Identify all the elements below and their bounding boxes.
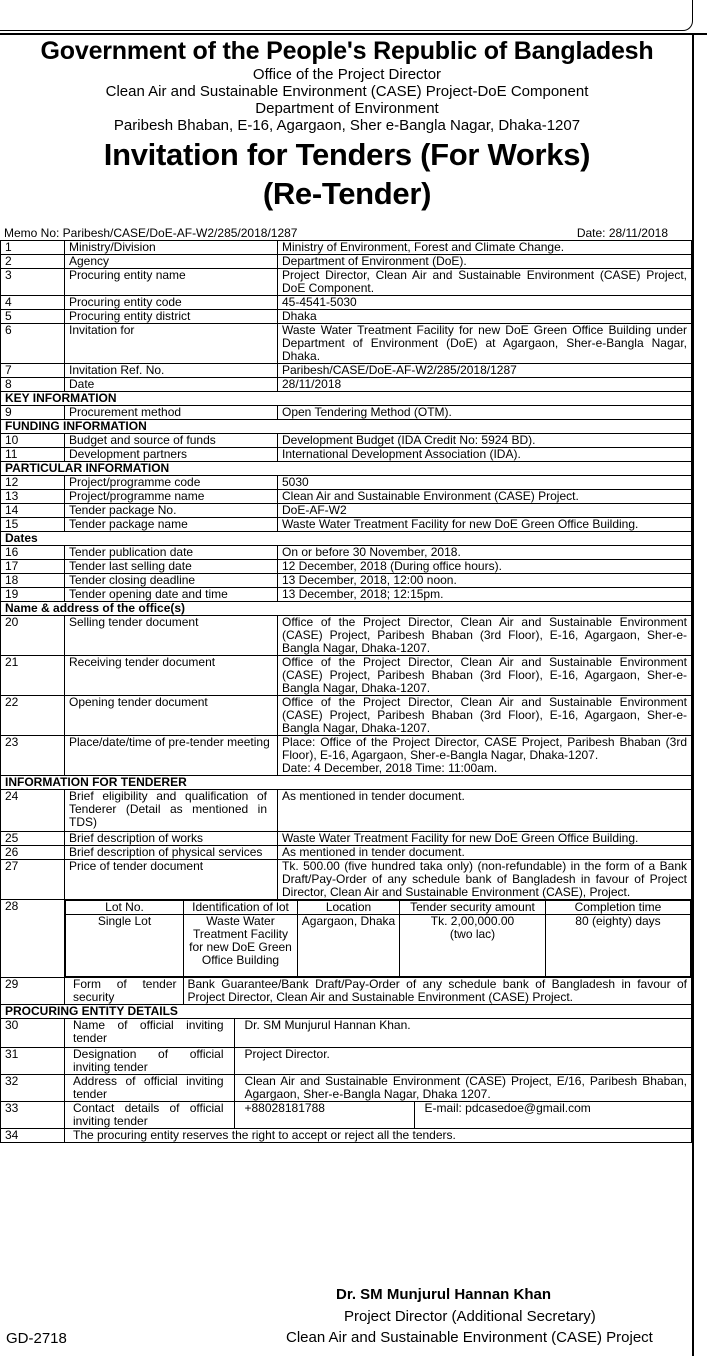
tender-table [0, 240, 692, 1143]
memo-date: Date: 28/11/2018 [576, 226, 668, 240]
table-row: 2 Agency Department of Environment (DoE). [1, 255, 692, 269]
section-row [1, 602, 692, 616]
section-heading: Dates [1, 532, 692, 546]
official-name-label: Name of official inviting tender [65, 1019, 234, 1047]
official-designation: Project Director. [244, 1047, 330, 1061]
official-address: Clean Air and Sustainable Environment (CASE) Project, E/16, Paribesh Bhaban, Agargaon, Sher-e-Bangla Nagar, Dhaka 1207. [244, 1074, 687, 1101]
lot-number: Single Lot [66, 915, 184, 977]
official-email: E-mail: pdcasedoe@gmail.com [424, 1101, 591, 1115]
table-row: 13 Project/programme name Clean Air and Sustainable Environment (CASE) Project. [1, 490, 692, 504]
lot-header: Tender security amount [400, 901, 546, 915]
lot-header: Completion time [546, 901, 691, 915]
section-heading: INFORMATION FOR TENDERER [1, 776, 692, 790]
table-row: 20 Selling tender document Office of the Project Director, Clean Air and Sustainable Environment (CASE) Project, Paribesh Bhaban (3rd Floor), E-16, Agargaon, Sher-e-Bangla Nagar, Dhaka-1207. [1, 616, 692, 656]
lot-header: Lot No. [66, 901, 184, 915]
meeting-place: Place: Office of the Project Director, CASE Project, Paribesh Bhaban (3rd Floor), E-16, Agargaon, Sher-e-Bangla Nagar, Dhaka-1207. [282, 735, 687, 762]
table-row: 12 Project/programme code 5030 [1, 476, 692, 490]
right-rule [692, 33, 694, 1356]
project-name: Clean Air and Sustainable Environment (CASE) Project-DoE Component [105, 83, 589, 100]
lot-header-row [66, 901, 691, 915]
table-row: 4 Procuring entity code 45-4541-5030 [1, 296, 692, 310]
table-row: 25 Brief description of works Waste Water Treatment Facility for new DoE Green Office Building. [1, 832, 692, 846]
table-row: 11 Development partners International Development Association (IDA). [1, 448, 692, 462]
signatory-name: Dr. SM Munjurul Hannan Khan [336, 1286, 552, 1303]
table-row: 6 Invitation for Waste Water Treatment Facility for new DoE Green Office Building under Department of Environment (DoE) at Agargaon, Sher-e-Bangla Nagar, Dhaka. [1, 324, 692, 364]
notice-subtitle: (Re-Tender) [262, 176, 432, 211]
official-name: Dr. SM Munjurul Hannan Khan. [244, 1018, 411, 1032]
table-row: 22 Opening tender document Office of the Project Director, Clean Air and Sustainable Environment (CASE) Project, Paribesh Bhaban (3rd Floor), E-16, Agargaon, Sher-e-Bangla Nagar, Dhaka-1207. [1, 696, 692, 736]
meeting-date: Date: 4 December, 2018 Time: 11:00am. [282, 761, 498, 775]
table-row: 29 Form of tender security Bank Guarantee/Bank Draft/Pay-Order of any schedule bank of Bangladesh in favour of Project Director, Clean Air and Sustainable Environment (CASE) Project. [1, 978, 692, 1005]
table-row: 10 Budget and source of funds Development Budget (IDA Credit No: 5924 BD). [1, 434, 692, 448]
government-title: Government of the People's Republic of Bangladesh [40, 37, 654, 65]
section-heading: PARTICULAR INFORMATION [1, 462, 692, 476]
table-row: 16 Tender publication date On or before 30 November, 2018. [1, 546, 692, 560]
section-row [1, 392, 692, 406]
table-row: 14 Tender package No. DoE-AF-W2 [1, 504, 692, 518]
lot-header: Location [298, 901, 400, 915]
department-name: Department of Environment [255, 100, 439, 117]
lot-table [65, 900, 691, 977]
reservation-note: The procuring entity reserves the right to accept or reject all the tenders. [65, 1129, 692, 1143]
table-row: 24 Brief eligibility and qualification of Tenderer (Detail as mentioned in TDS) As mentioned in tender document. [1, 790, 692, 832]
top-frame [0, 0, 693, 31]
table-row: 15 Tender package name Waste Water Treatment Facility for new DoE Green Office Building. [1, 518, 692, 532]
gd-code: GD-2718 [6, 1330, 67, 1347]
table-row: 9 Procurement method Open Tendering Method (OTM). [1, 406, 692, 420]
page-rule [0, 33, 707, 35]
lot-identification: Waste Water Treatment Facility for new DoE Green Office Building [184, 915, 298, 977]
signatory-title: Project Director (Additional Secretary) [344, 1308, 596, 1325]
lot-completion: 80 (eighty) days [546, 915, 691, 977]
lot-header: Identification of lot [184, 901, 298, 915]
section-row [1, 1005, 692, 1019]
section-heading: FUNDING INFORMATION [1, 420, 692, 434]
security-words: (two lac) [449, 927, 496, 941]
table-row: 5 Procuring entity district Dhaka [1, 310, 692, 324]
section-heading: PROCURING ENTITY DETAILS [1, 1005, 692, 1019]
official-designation-label: Designation of official inviting tender [65, 1048, 234, 1074]
lot-data-row [66, 915, 691, 977]
section-heading: Name & address of the office(s) [1, 602, 692, 616]
lot-security [400, 915, 546, 977]
section-row [1, 420, 692, 434]
section-heading: KEY INFORMATION [1, 392, 692, 406]
section-row [1, 776, 692, 790]
lot-row: 28 Lot No. Identification of lot Location Tender security amount Completion time Single Lot Waste Water Treatment Facility for new DoE Green Office Building Agargaon, Dhaka Tk. 2,00,000.00 (two lac) 80 (eighty) days [1, 900, 692, 978]
security-amount: Tk. 2,00,000.00 [430, 914, 515, 928]
notice-header [0, 36, 694, 212]
table-row: 30 Name of official inviting tender Dr. SM Munjurul Hannan Khan. [1, 1019, 692, 1048]
office-name: Office of the Project Director [252, 66, 442, 83]
table-row: 34 The procuring entity reserves the right to accept or reject all the tenders. [1, 1129, 692, 1143]
table-row: 26 Brief description of physical services As mentioned in tender document. [1, 846, 692, 860]
table-row: 3 Procuring entity name Project Director, Clean Air and Sustainable Environment (CASE) Project, DoE Component. [1, 269, 692, 296]
table-row: 33 Contact details of official inviting tender +88028181788 E-mail: pdcasedoe@gmail.com [1, 1102, 692, 1129]
security-form-value: Bank Guarantee/Bank Draft/Pay-Order of any schedule bank of Bangladesh in favour of Project Director, Clean Air and Sustainable Environment (CASE) Project. [187, 977, 687, 1004]
table-row: 32 Address of official inviting tender Clean Air and Sustainable Environment (CASE) Project, E/16, Paribesh Bhaban, Agargaon, Sher-e-Bangla Nagar, Dhaka 1207. [1, 1075, 692, 1102]
table-row: 23 Place/date/time of pre-tender meeting Place: Office of the Project Director, CASE Project, Paribesh Bhaban (3rd Floor), E-16, Agargaon, Sher-e-Bangla Nagar, Dhaka-1207. Date: 4 December, 2018 Time: 11:00am. [1, 736, 692, 776]
official-contact-label: Contact details of official inviting tender [65, 1102, 234, 1128]
lot-location: Agargaon, Dhaka [298, 915, 400, 977]
memo-number: Memo No: Paribesh/CASE/DoE-AF-W2/285/2018/1287 [4, 226, 298, 240]
official-phone: +88028181788 [234, 1102, 414, 1128]
table-row: 31 Designation of official inviting tender Project Director. [1, 1048, 692, 1075]
section-row [1, 462, 692, 476]
notice-title: Invitation for Tenders (For Works) [103, 137, 591, 172]
table-row: 21 Receiving tender document Office of the Project Director, Clean Air and Sustainable Environment (CASE) Project, Paribesh Bhaban (3rd Floor), E-16, Agargaon, Sher-e-Bangla Nagar, Dhaka-1207. [1, 656, 692, 696]
table-row: 1 Ministry/Division Ministry of Environment, Forest and Climate Change. [1, 241, 692, 255]
security-form-label: Form of tender security [65, 978, 183, 1004]
table-row: 18 Tender closing deadline 13 December, 2018, 12:00 noon. [1, 574, 692, 588]
memo-row [4, 226, 668, 240]
table-row: 27 Price of tender document Tk. 500.00 (five hundred taka only) (non-refundable) in the form of a Bank Draft/Pay-Order of any schedule bank of Bangladesh in favour of Project Director, Clean Air and Sustainable Environment (CASE), Project. [1, 860, 692, 900]
official-address-label: Address of official inviting tender [65, 1075, 234, 1101]
table-row: 8 Date 28/11/2018 [1, 378, 692, 392]
signatory-organization: Clean Air and Sustainable Environment (CASE) Project [286, 1329, 653, 1346]
table-row: 7 Invitation Ref. No. Paribesh/CASE/DoE-AF-W2/285/2018/1287 [1, 364, 692, 378]
table-row: 19 Tender opening date and time 13 December, 2018; 12:15pm. [1, 588, 692, 602]
table-row: 17 Tender last selling date 12 December, 2018 (During office hours). [1, 560, 692, 574]
section-row [1, 532, 692, 546]
office-address: Paribesh Bhaban, E-16, Agargaon, Sher e-Bangla Nagar, Dhaka-1207 [113, 117, 581, 134]
